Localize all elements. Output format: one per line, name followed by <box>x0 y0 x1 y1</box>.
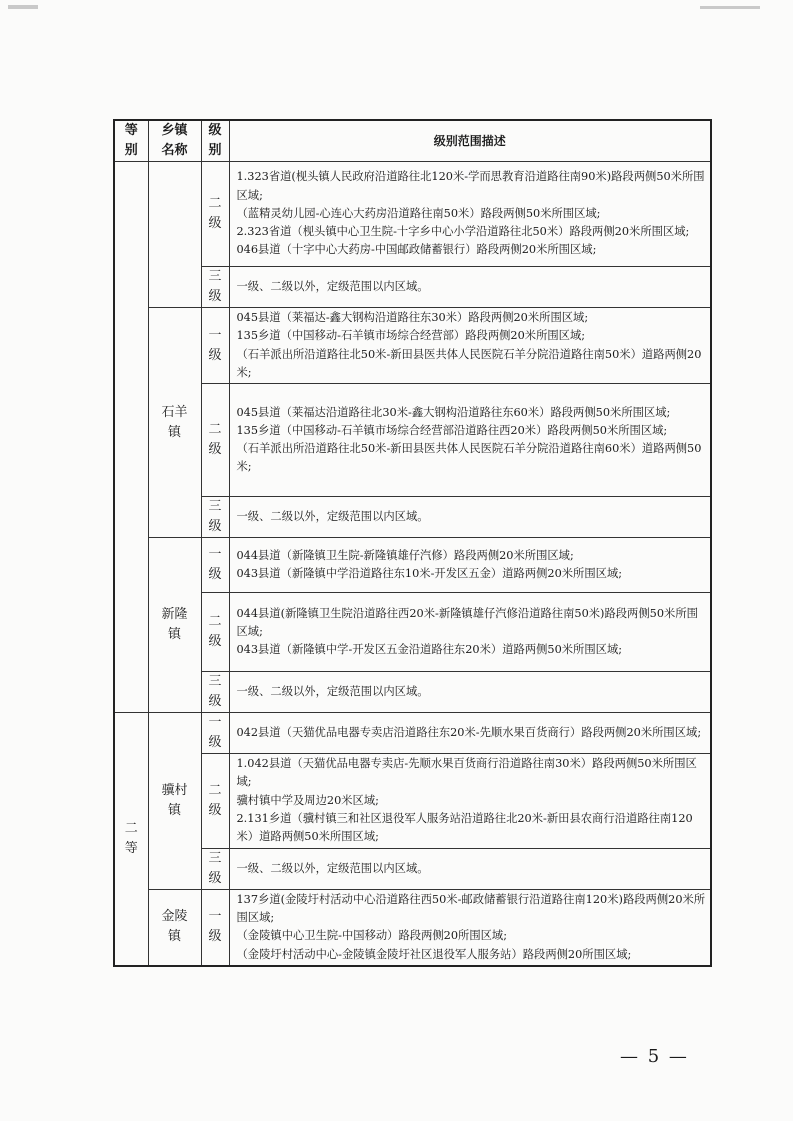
grade-table-container <box>113 119 710 961</box>
table-row <box>114 267 711 308</box>
level-cell: 一 级 <box>201 308 229 384</box>
table-row <box>114 754 711 848</box>
level-cell: 三 级 <box>201 267 229 308</box>
page-number: — 5 — <box>620 1046 689 1067</box>
range-description: 一级、二级以外，定级范围以内区域。 <box>229 267 711 308</box>
table-row <box>114 497 711 538</box>
table-row <box>114 848 711 889</box>
town-cell: 金陵 镇 <box>148 889 201 966</box>
range-description: 137乡道(金陵圩村活动中心沿道路往西50米-邮政储蓄银行沿道路往南120米)路段两侧20米所围区域; （金陵镇中心卫生院-中国移动）路段两侧20所围区域; （金陵圩村活动中心-金陵镇金陵圩社区退役军人服务站）路段两侧20所围区域; <box>229 889 711 966</box>
scan-speck <box>8 5 38 9</box>
range-description: 一级、二级以外，定级范围以内区域。 <box>229 848 711 889</box>
town-cell: 石羊 镇 <box>148 308 201 538</box>
table-row <box>114 713 711 754</box>
header-town: 乡镇 名称 <box>148 120 201 162</box>
range-description: 045县道（莱福达-鑫大钢构沿道路往东30米）路段两侧20米所围区域; 135乡道（中国移动-石羊镇市场综合经营部）路段两侧20米所围区域; （石羊派出所沿道路往北50米-新田县医共体人民医院石羊分院沿道路往南50米）道路两侧20米; <box>229 308 711 384</box>
range-description: 044县道(新隆镇卫生院沿道路往西20米-新隆镇雄仔汽修沿道路往南50米)路段两侧50米所围区域; 043县道（新隆镇中学-开发区五金沿道路往东20米）道路两侧50米所围区域; <box>229 593 711 672</box>
range-description: 045县道（莱福达沿道路往北30米-鑫大钢构沿道路往东60米）路段两侧50米所围区域; 135乡道（中国移动-石羊镇市场综合经营部沿道路往西20米）路段两侧50米所围区域; （石羊派出所沿道路往北50米-新田县医共体人民医院石羊分院沿道路往南60米）道路两侧50米; <box>229 384 711 497</box>
table-row <box>114 308 711 384</box>
table-row <box>114 593 711 672</box>
header-grade: 等 别 <box>114 120 148 162</box>
range-description: 1.042县道（天猫优品电器专卖店-先顺水果百货商行沿道路往南30米）路段两侧50米所围区域; 骥村镇中学及周边20米区域; 2.131乡道（骥村镇三和社区退役军人服务站沿道路往北20米-新田县农商行沿道路往南120米）道路两侧50米所围区域; <box>229 754 711 848</box>
level-cell: 三 级 <box>201 848 229 889</box>
level-cell: 一 级 <box>201 538 229 593</box>
header-level: 级 别 <box>201 120 229 162</box>
range-description: 一级、二级以外，定级范围以内区域。 <box>229 672 711 713</box>
level-cell: 一 级 <box>201 889 229 966</box>
level-cell: 二 级 <box>201 593 229 672</box>
town-cell <box>148 162 201 308</box>
range-description: 1.323省道(枧头镇人民政府沿道路往北120米-学而思教育沿道路往南90米)路段两侧50米所围区域; （蓝精灵幼儿园-心连心大药房沿道路往南50米）路段两侧50米所围区域; 2.323省道（枧头镇中心卫生院-十字乡中心小学沿道路往北50米）路段两侧20米所围区域; 046县道（十字中心大药房-中国邮政储蓄银行）路段两侧20米所围区域; <box>229 162 711 267</box>
table-row <box>114 384 711 497</box>
table-row <box>114 162 711 267</box>
scan-speck <box>700 6 760 9</box>
table-row <box>114 889 711 966</box>
header-description: 级别范围描述 <box>229 120 711 162</box>
table-header-row <box>114 120 711 162</box>
grade-cell-empty <box>114 162 148 713</box>
town-cell: 新隆 镇 <box>148 538 201 713</box>
town-cell: 骥村 镇 <box>148 713 201 889</box>
range-description: 042县道（天猫优品电器专卖店沿道路往东20米-先顺水果百货商行）路段两侧20米所围区域; <box>229 713 711 754</box>
level-cell: 二 级 <box>201 754 229 848</box>
level-cell: 三 级 <box>201 497 229 538</box>
table-row <box>114 672 711 713</box>
level-cell: 一 级 <box>201 713 229 754</box>
level-cell: 三 级 <box>201 672 229 713</box>
table-row <box>114 538 711 593</box>
grade-cell: 二 等 <box>114 713 148 966</box>
level-cell: 二 级 <box>201 162 229 267</box>
range-description: 044县道（新隆镇卫生院-新隆镇雄仔汽修）路段两侧20米所围区域; 043县道（新隆镇中学沿道路往东10米-开发区五金）道路两侧20米所围区域; <box>229 538 711 593</box>
level-cell: 二 级 <box>201 384 229 497</box>
range-description: 一级、二级以外，定级范围以内区域。 <box>229 497 711 538</box>
land-grade-table <box>113 119 712 967</box>
